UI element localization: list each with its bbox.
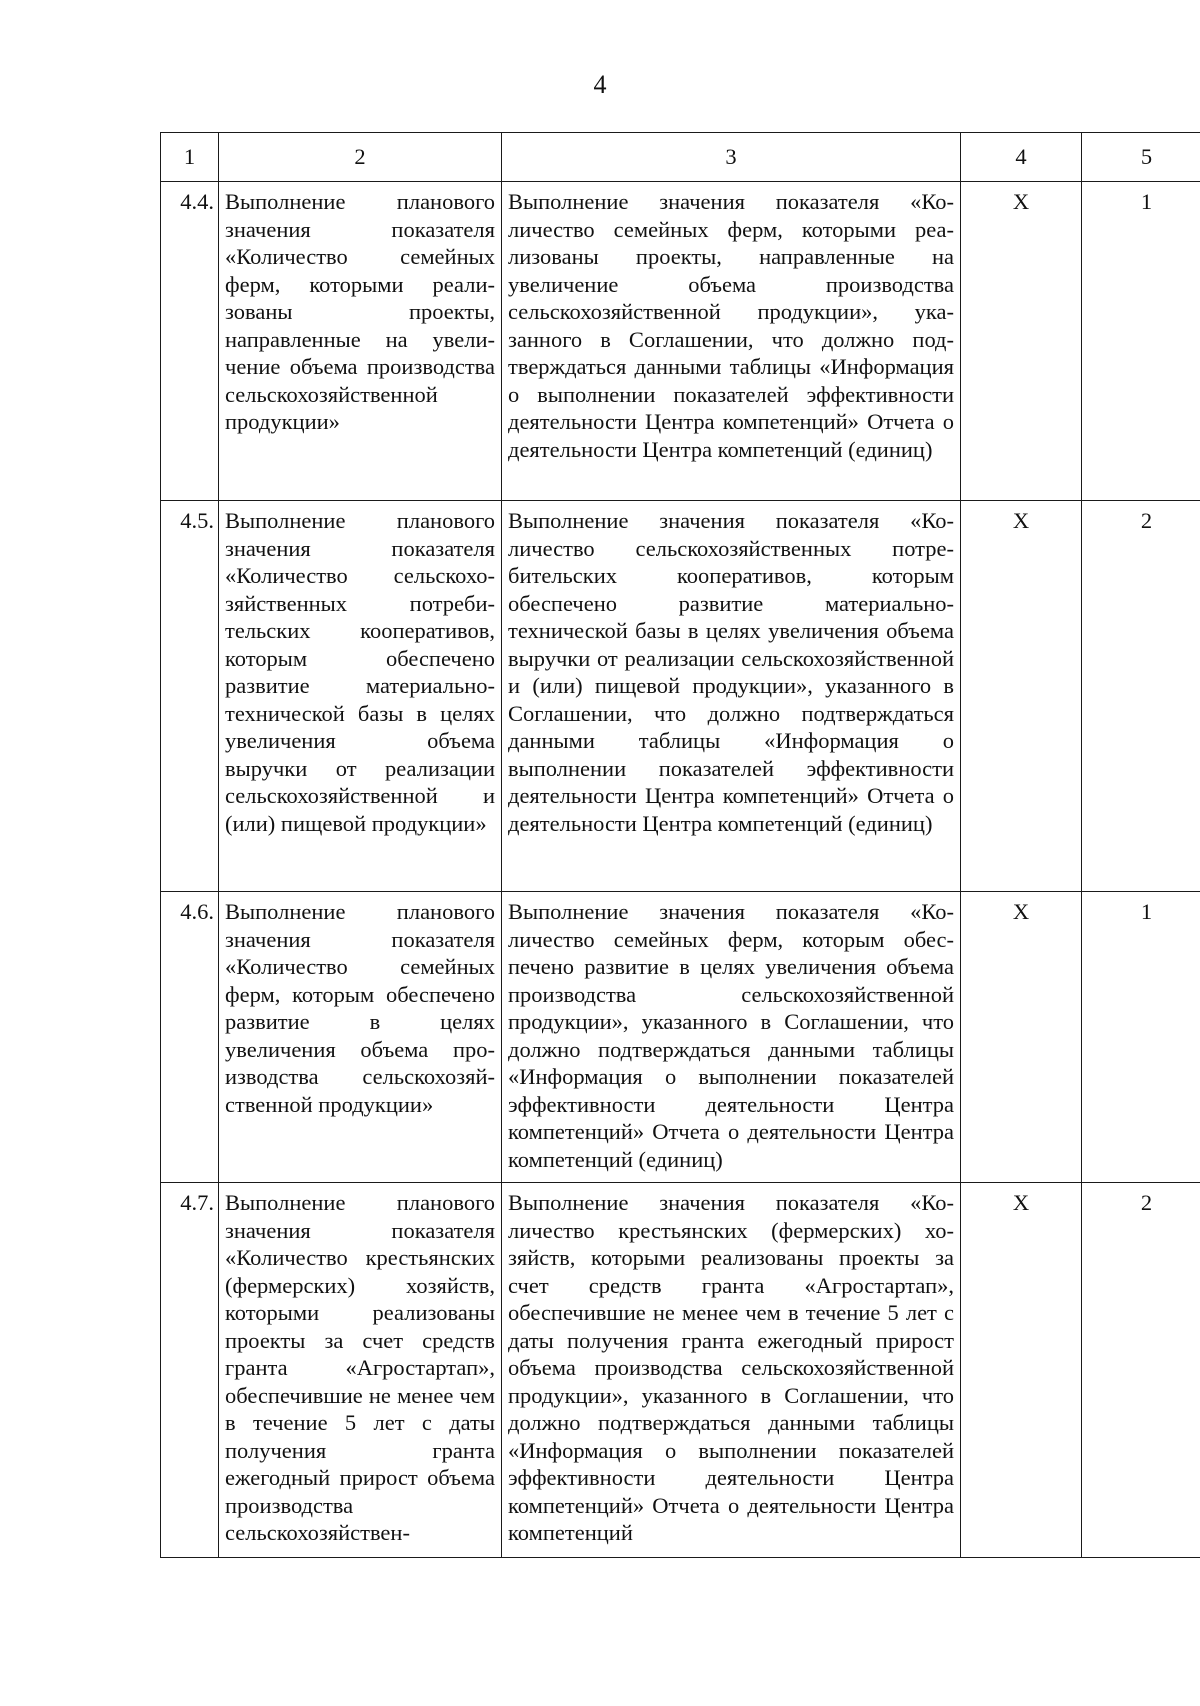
column-5-value: 2 — [1082, 1183, 1200, 1558]
indicator-name: Выполнение планового значения показателя «Количество семейных ферм, которыми реализованы проекты, направленные на увеличение объема производства сельскохозяйственной продукции» — [219, 182, 502, 501]
column-5-value: 2 — [1082, 501, 1200, 892]
column-4-value: X — [961, 182, 1082, 501]
indicator-name: Выполнение планового значения показателя «Количество сельскохозяйственных потребительских кооперативов, которым обеспечено развитие материально-технической базы в целях увеличения объема выручки от реализации сельскохозяйственной и (или) пищевой продукции» — [219, 501, 502, 892]
table-row — [161, 501, 1200, 892]
row-number: 4.7. — [161, 1183, 219, 1558]
column-header-2: 2 — [219, 133, 502, 182]
indicator-description: Выполнение значения показателя «Количество семейных ферм, которым обеспечено развитие в целях увеличения объема производства сельскохозяйственной продукции», указанного в Соглашении, что должно подтверждаться данными таблицы «Информация о выполнении показателей эффективности деятельности Центра компетенций» Отчета о деятельности Центра компетенций (единиц) — [502, 892, 961, 1183]
column-4-value: X — [961, 501, 1082, 892]
indicator-description: Выполнение значения показателя «Количество сельскохозяйственных потребительских кооперативов, которым обеспечено развитие материально-технической базы в целях увеличения объема выручки от реализации сельскохозяйственной и (или) пищевой продукции», указанного в Соглашении, что должно подтверждаться данными таблицы «Информация о выполнении показателей эффективности деятельности Центра компетенций» Отчета о деятельности Центра компетенций (единиц) — [502, 501, 961, 892]
row-number: 4.5. — [161, 501, 219, 892]
table-row — [161, 892, 1200, 1183]
column-4-value: X — [961, 1183, 1082, 1558]
indicator-name: Выполнение планового значения показателя «Количество крестьянских (фермерских) хозяйств, которыми реализованы проекты за счет средств гранта «Агростартап», обеспечившие не менее чем в течение 5 лет с даты получения гранта ежегодный прирост объема производства сельскохозяйствен- — [219, 1183, 502, 1558]
table-header-row — [161, 133, 1200, 182]
column-header-5: 5 — [1082, 133, 1200, 182]
column-5-value: 1 — [1082, 892, 1200, 1183]
column-header-1: 1 — [161, 133, 219, 182]
table-row — [161, 182, 1200, 501]
row-number: 4.4. — [161, 182, 219, 501]
table-row — [161, 1183, 1200, 1558]
column-header-4: 4 — [961, 133, 1082, 182]
indicator-description: Выполнение значения показателя «Количество семейных ферм, которыми реализованы проекты, направленные на увеличение объема производства сельскохозяйственной продукции», указанного в Соглашении, что должно подтверждаться данными таблицы «Информация о выполнении показателей эффективности деятельности Центра компетенций» Отчета о деятельности Центра компетенций (единиц) — [502, 182, 961, 501]
column-5-value: 1 — [1082, 182, 1200, 501]
indicator-description: Выполнение значения показателя «Количество крестьянских (фермерских) хозяйств, которыми реализованы проекты за счет средств гранта «Агростартап», обеспечившие не менее чем в течение 5 лет с даты получения гранта ежегодный прирост объема производства сельскохозяйственной продукции», указанного в Соглашении, что должно подтверждаться данными таблицы «Информация о выполнении показателей эффективности деятельности Центра компетенций» Отчета о деятельности Центра компетенций — [502, 1183, 961, 1558]
column-4-value: X — [961, 892, 1082, 1183]
page-number: 4 — [593, 70, 607, 99]
indicators-table — [160, 132, 1200, 1558]
row-number: 4.6. — [161, 892, 219, 1183]
indicator-name: Выполнение планового значения показателя «Количество семейных ферм, которым обеспечено развитие в целях увеличения объема производства сельскохозяйственной продукции» — [219, 892, 502, 1183]
column-header-3: 3 — [502, 133, 961, 182]
